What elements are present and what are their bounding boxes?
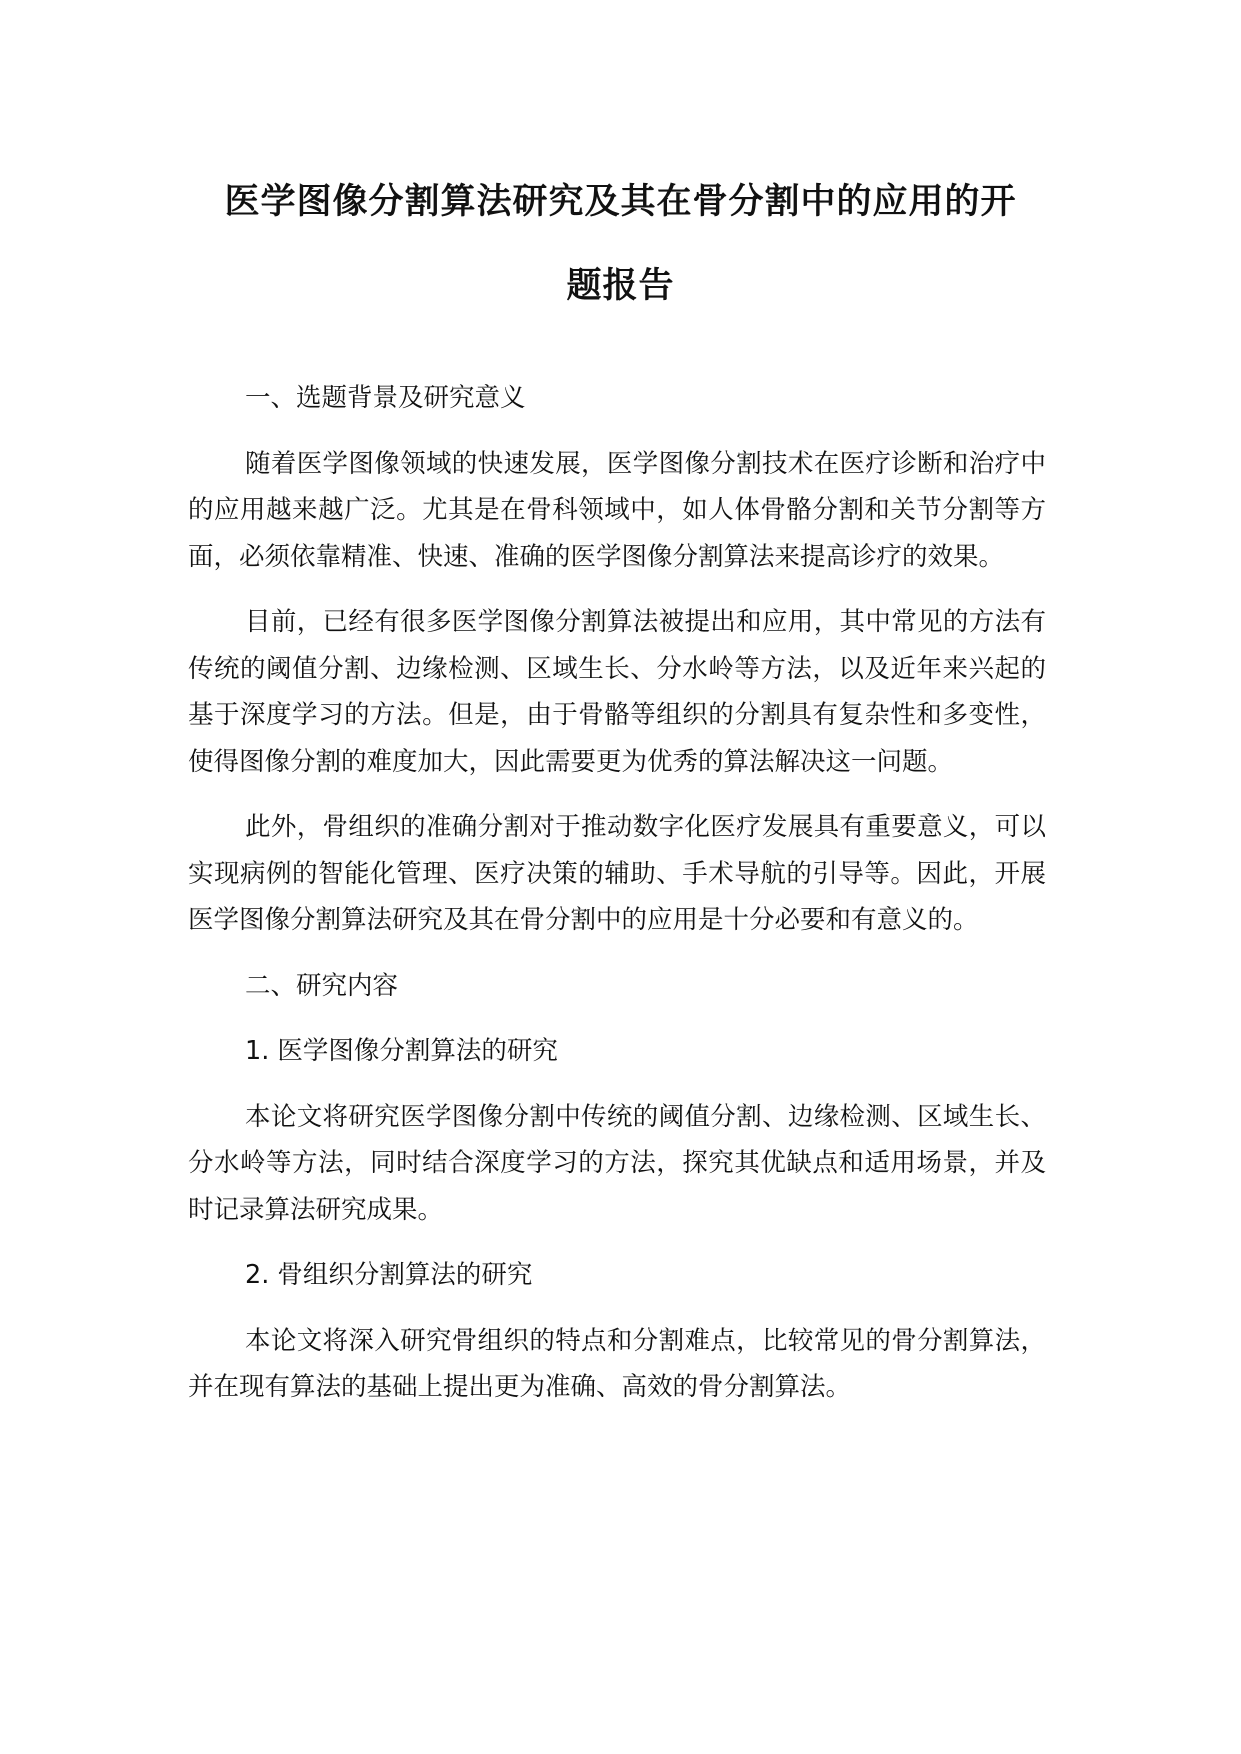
section-2-paragraph-1: 本论文将研究医学图像分割中传统的阈值分割、边缘检测、区域生长、分水岭等方法，同时结合深度学习的方法，探究其优缺点和适用场景，并及时记录算法研究成果。 xyxy=(188,1101,1046,1225)
section-1-heading: 一、选题背景及研究意义 xyxy=(245,383,526,413)
document-body xyxy=(188,375,1046,1430)
section-1-paragraph-3: 此外，骨组织的准确分割对于推动数字化医疗发展具有重要意义，可以实现病例的智能化管理、医疗决策的辅助、手术导航的引导等。因此，开展医学图像分割算法研究及其在骨分割中的应用是十分必要和有意义的。 xyxy=(188,812,1046,935)
section-2-subheading-2: 2. 骨组织分割算法的研究 xyxy=(245,1260,533,1290)
section-2-heading: 二、研究内容 xyxy=(245,970,399,1001)
section-1-paragraph-2: 目前，已经有很多医学图像分割算法被提出和应用，其中常见的方法有传统的阈值分割、边缘检测、区域生长、分水岭等方法，以及近年来兴起的基于深度学习的方法。但是，由于骨骼等组织的分割具有复杂性和多变性，使得图像分割的难度加大，因此需要更为优秀的算法解决这一问题。 xyxy=(188,607,1046,777)
document-title xyxy=(180,160,1061,328)
section-2-paragraph-2: 本论文将深入研究骨组织的特点和分割难点，比较常见的骨分割算法，并在现有算法的基础上提出更为准确、高效的骨分割算法。 xyxy=(188,1325,1046,1402)
section-2-subheading-1: 1. 医学图像分割算法的研究 xyxy=(245,1036,558,1066)
title-line-1: 医学图像分割算法研究及其在骨分割中的应用的开 xyxy=(224,182,1017,222)
title-line-2: 题报告 xyxy=(566,266,675,306)
section-1-paragraph-1: 随着医学图像领域的快速发展，医学图像分割技术在医疗诊断和治疗中的应用越来越广泛。尤其是在骨科领域中，如人体骨骼分割和关节分割等方面，必须依靠精准、快速、准确的医学图像分割算法来提高诊疗的效果。 xyxy=(188,448,1046,572)
